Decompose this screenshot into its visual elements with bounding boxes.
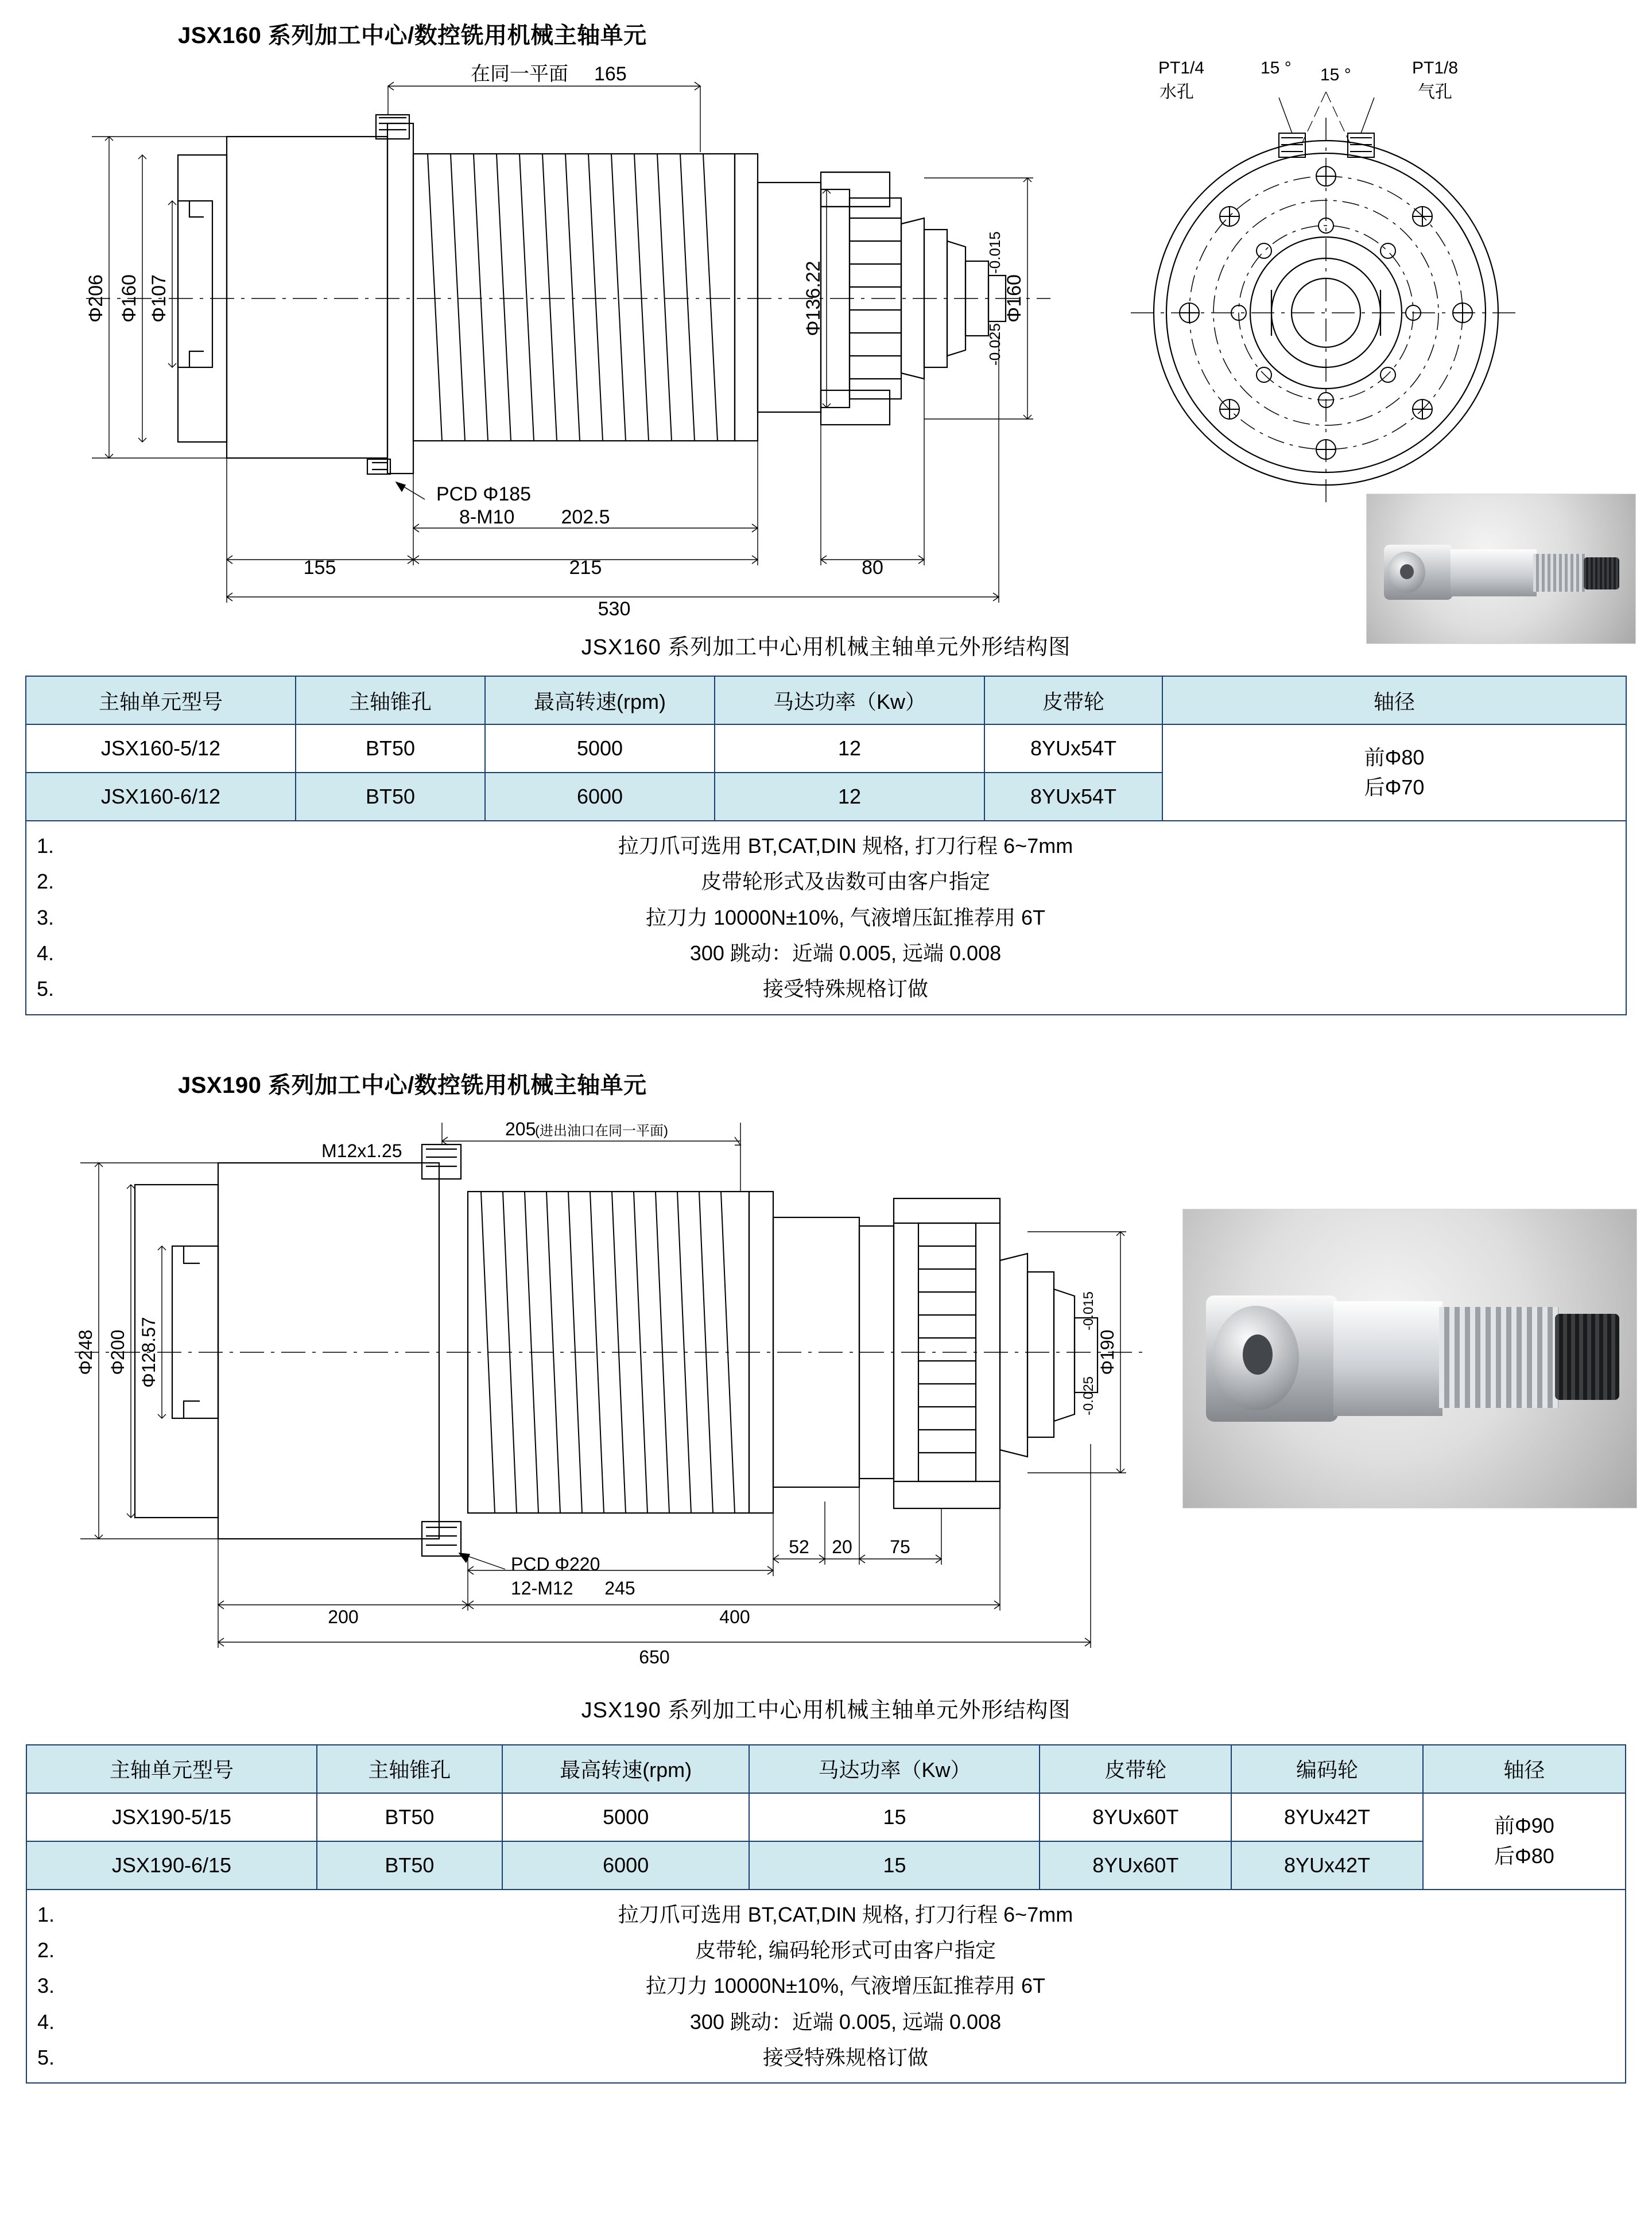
- section1-title: JSX160 系列加工中心/数控铣用机械主轴单元: [178, 23, 647, 48]
- jsx160-spec-table: [25, 676, 1627, 1015]
- section2-title: JSX190 系列加工中心/数控铣用机械主轴单元: [178, 1072, 647, 1098]
- dim-530: 530: [598, 598, 631, 620]
- cell-motor-power: 15: [749, 1841, 1040, 1890]
- table-row: [26, 1793, 1626, 1841]
- dim-650: 650: [639, 1646, 670, 1667]
- th-motor-power: 马达功率（Kw）: [715, 676, 984, 724]
- th-max-rpm: 最高转速(rpm): [502, 1745, 750, 1793]
- cell-encoder-wheel: 8YUx42T: [1231, 1793, 1423, 1841]
- cell-taper: BT50: [296, 724, 485, 773]
- shaft-front: 前Φ80: [1364, 745, 1425, 769]
- dim-phi200: Φ200: [107, 1329, 128, 1375]
- dim-phi12857: Φ128.57: [138, 1316, 159, 1388]
- dim-phi248: Φ248: [75, 1329, 96, 1375]
- th-pulley: 皮带轮: [984, 676, 1162, 724]
- dim-75: 75: [890, 1536, 910, 1557]
- face-angle2: 15 °: [1320, 65, 1351, 84]
- cell-max-rpm: 5000: [502, 1793, 750, 1841]
- cell-motor-power: 15: [749, 1793, 1040, 1841]
- jsx160-figure-caption: JSX160 系列加工中心用机械主轴单元外形结构图: [581, 635, 1071, 659]
- dim-pcd: PCD Φ185: [436, 483, 532, 505]
- note-item: 2. 皮带轮形式及齿数可由客户指定: [60, 865, 1623, 898]
- jsx190-figure-caption: JSX190 系列加工中心用机械主轴单元外形结构图: [581, 1698, 1071, 1722]
- cell-pulley: 8YUx54T: [984, 773, 1162, 821]
- th-pulley: 皮带轮: [1040, 1745, 1231, 1793]
- th-shaft-dia: 轴径: [1423, 1745, 1626, 1793]
- cell-shaft-dia: [1162, 724, 1626, 821]
- cell-max-rpm: 5000: [485, 724, 715, 773]
- shaft-front: 前Φ90: [1494, 1814, 1554, 1838]
- dim-20: 20: [832, 1536, 852, 1557]
- note-item: 2. 皮带轮, 编码轮形式可由客户指定: [60, 1934, 1623, 1967]
- table-row: [26, 1841, 1626, 1890]
- notes-row: [26, 1890, 1626, 2084]
- dim-pcd-2: PCD Φ220: [511, 1553, 600, 1574]
- note-item: 3. 拉刀力 10000N±10%, 气液增压缸推荐用 6T: [60, 901, 1623, 934]
- note-item: 5. 接受特殊规格订做: [60, 972, 1623, 1006]
- face-angle1: 15 °: [1261, 59, 1292, 77]
- dim-phi160: Φ160: [118, 274, 140, 323]
- face-pt14: PT1/4: [1158, 59, 1205, 77]
- dim-phi107: Φ107: [148, 274, 170, 323]
- cell-max-rpm: 6000: [485, 773, 715, 821]
- cell-encoder-wheel: 8YUx42T: [1231, 1841, 1423, 1890]
- section-jsx160: [0, 0, 1652, 1015]
- dim-80: 80: [862, 557, 883, 579]
- table-header-row: [26, 1745, 1626, 1793]
- dim-phi160-tol: Φ160: [1003, 274, 1025, 323]
- dim-holes: 8-M10: [459, 506, 515, 528]
- note-item: 1. 拉刀爪可选用 BT,CAT,DIN 规格, 打刀行程 6~7mm: [60, 829, 1623, 863]
- face-pt18: PT1/8: [1412, 59, 1459, 77]
- note-item: 4. 300 跳动：近端 0.005, 远端 0.008: [60, 2005, 1623, 2039]
- note-item: 1. 拉刀爪可选用 BT,CAT,DIN 规格, 打刀行程 6~7mm: [60, 1898, 1623, 1931]
- dim-top-len-2: 205: [505, 1118, 536, 1139]
- dim-215: 215: [569, 557, 602, 579]
- dim-thread: M12x1.25: [321, 1140, 402, 1161]
- th-model: 主轴单元型号: [26, 1745, 317, 1793]
- cell-model: JSX160-6/12: [26, 773, 296, 821]
- dim-phi13622: Φ136.22: [802, 261, 824, 336]
- table-header-row: [26, 676, 1626, 724]
- dim-245: 245: [604, 1577, 635, 1599]
- cell-taper: BT50: [317, 1841, 502, 1890]
- dim-top-len: 165: [594, 63, 627, 85]
- cell-taper: BT50: [296, 773, 485, 821]
- cell-model: JSX190-5/15: [26, 1793, 317, 1841]
- dim-top-note-2: (进出油口在同一平面): [535, 1123, 668, 1139]
- th-encoder-wheel: 编码轮: [1231, 1745, 1423, 1793]
- note-item: 3. 拉刀力 10000N±10%, 气液增压缸推荐用 6T: [60, 1969, 1623, 2003]
- th-motor-power: 马达功率（Kw）: [749, 1745, 1040, 1793]
- jsx160-drawing: [0, 0, 1652, 626]
- tol-lower: -0.025: [986, 323, 1003, 366]
- note-item: 4. 300 跳动：近端 0.005, 远端 0.008: [60, 937, 1623, 970]
- dim-phi206: Φ206: [85, 274, 107, 323]
- dim-400: 400: [719, 1606, 750, 1627]
- note-item: 5. 接受特殊规格订做: [60, 2041, 1623, 2074]
- shaft-rear: 后Φ70: [1364, 775, 1425, 799]
- jsx190-product-photo: [1182, 1209, 1637, 1508]
- table-row: [26, 724, 1626, 773]
- face-pt18-label: 气孔: [1418, 83, 1452, 102]
- cell-motor-power: 12: [715, 724, 984, 773]
- cell-motor-power: 12: [715, 773, 984, 821]
- cell-pulley: 8YUx60T: [1040, 1793, 1231, 1841]
- th-taper: 主轴锥孔: [317, 1745, 502, 1793]
- cell-shaft-dia: [1423, 1793, 1626, 1890]
- jsx190-notes: [26, 1890, 1626, 2084]
- th-model: 主轴单元型号: [26, 676, 296, 724]
- section-jsx190: [0, 1067, 1652, 2084]
- jsx190-drawing: [0, 1100, 1652, 1685]
- jsx160-notes: [26, 821, 1626, 1015]
- face-pt14-label: 水孔: [1159, 83, 1194, 102]
- dim-200-2: 200: [328, 1606, 359, 1627]
- cell-taper: BT50: [317, 1793, 502, 1841]
- jsx160-product-photo: [1366, 494, 1636, 644]
- cell-model: JSX160-5/12: [26, 724, 296, 773]
- cell-pulley: 8YUx54T: [984, 724, 1162, 773]
- tol-upper-2: -0.015: [1081, 1291, 1096, 1330]
- dim-155: 155: [303, 557, 336, 579]
- shaft-rear: 后Φ80: [1494, 1844, 1554, 1868]
- notes-row: [26, 821, 1626, 1015]
- th-taper: 主轴锥孔: [296, 676, 485, 724]
- cell-model: JSX190-6/15: [26, 1841, 317, 1890]
- jsx190-spec-table: [26, 1744, 1626, 2084]
- cell-max-rpm: 6000: [502, 1841, 750, 1890]
- dim-holes-2: 12-M12: [511, 1577, 573, 1599]
- cell-pulley: 8YUx60T: [1040, 1841, 1231, 1890]
- th-shaft-dia: 轴径: [1162, 676, 1626, 724]
- tol-lower-2: -0.025: [1081, 1376, 1096, 1415]
- dim-52: 52: [789, 1536, 809, 1557]
- dim-top-note: 在同一平面: [471, 63, 568, 85]
- th-max-rpm: 最高转速(rpm): [485, 676, 715, 724]
- tol-upper: -0.015: [986, 231, 1003, 274]
- dim-phi190-tol: Φ190: [1097, 1329, 1118, 1375]
- dim-202-5: 202.5: [561, 506, 610, 528]
